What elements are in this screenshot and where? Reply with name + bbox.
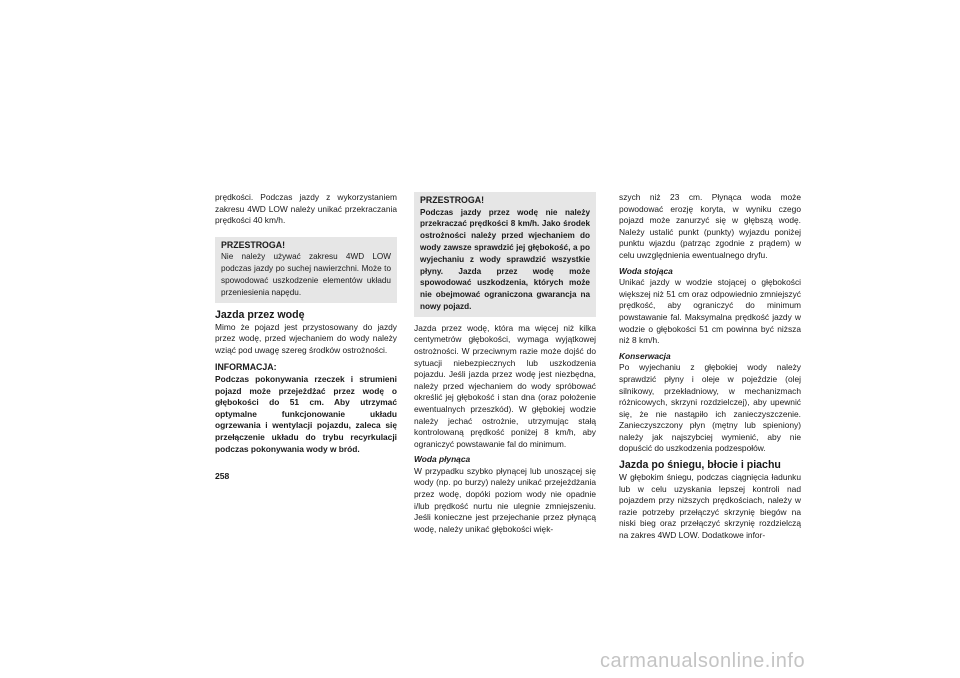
caution-title: PRZESTROGA!: [221, 239, 286, 250]
subheading-flowing-water: Woda płynąca: [414, 454, 471, 465]
column-middle: [414, 192, 596, 535]
column-right: [619, 192, 801, 542]
flowing-water-paragraph: W przypadku szybko płynącej lub unoszącej się wody (np. po burzy) należy unikać przejeżdżania przez wodę, dopóki poziom wody nie opadnie i/lub prędkość nurtu nie ulegnie zmniejszeniu. Jeśli konieczne jest przejechanie przez płynącą wodę, należy unikać głębokości więk-: [414, 465, 596, 534]
caution-box-speed: [414, 192, 596, 317]
subheading-standing-water: Woda stojąca: [619, 265, 673, 276]
info-title: INFORMACJA:: [215, 362, 277, 373]
snow-mud-sand-paragraph: W głębokim śniegu, podczas ciągnięcia ładunku lub w celu uzyskania lepszej kontroli nad pojazdem przy niższych prędkościach, należy w razie potrzeby przełączyć skrzynię biegów na niski bieg oraz przełączyć skrzynię rozdzielczą na zakres 4WD LOW. Dodatkowe infor-: [619, 472, 801, 541]
water-depth-paragraph: Jazda przez wodę, która ma więcej niż kilka centymetrów głębokości, wymaga wyjątkowej ostrożności. W przeciwnym razie może dojść do sytuacji niebezpiecznych lub uszkodzenia pojazdu. Jeśli jazda przez wodę jest niezbędna, należy przed wjechaniem do wody spróbować określić jej głębokość i stan dna (oraz położenie ewentualnych przeszkód). W głębokiej wodzie należy jechać ostrożnie, utrzymując stałą kontrolowaną prędkość poniżej 8 km/h, aby ograniczyć powstawanie fal do minimum.: [414, 322, 596, 449]
subheading-maintenance: Konserwacja: [619, 350, 671, 361]
section-heading-water: Jazda przez wodę: [215, 308, 305, 321]
info-text: Podczas pokonywania rzeczek i strumieni pojazd może przejeżdżać przez wodę o głębokości do 51 cm. Aby utrzymać optymalne funkcjonowanie układu ogrzewania i wentylacji pojazdu, zaleca się przełączenie układu do trybu recyrkulacji podczas pokonywania wody w bród.: [215, 373, 397, 454]
page-number: 258: [215, 471, 230, 481]
caution-text: Nie należy używać zakresu 4WD LOW podczas jazdy po suchej nawierzchni. Może to spowodować uszkodzenie elementów układu przeniesienia napędu.: [221, 252, 391, 297]
caution-title: PRZESTROGA!: [420, 195, 485, 205]
column-left: [215, 192, 397, 455]
caution-box: [215, 237, 397, 303]
flowing-water-continued: szych niż 23 cm. Płynąca woda może powodować erozję koryta, w wyniku czego pojazd może zanurzyć się w głębszą wodę. Należy ustalić punkt (punkty) wyjazdu poniżej punktu wjazdu (patrząc zgodnie z prądem) w celu uwzględnienia ewentualnego dryfu.: [619, 192, 801, 260]
maintenance-paragraph: Po wyjechaniu z głębokiej wody należy sprawdzić płyny i oleje w pojeździe (olej silnikowy, przekładniowy, w mechanizmach różnicowych, skrzyni rozdzielczej), aby upewnić się, że nie nastąpiło ich zanieczyszczenie. Zanieczyszczony płyn (mętny lub spieniony) należy jak najszybciej wymienić, aby nie dopuścić do uszkodzenia podzespołów.: [619, 362, 801, 454]
caution-text: Podczas jazdy przez wodę nie należy przekraczać prędkości 8 km/h. Jako środek ostrożności należy przed wjechaniem do wody zawsze sprawdzić jej głębokość, a po wyjechaniu z wody sprawdzić wszystkie płyny. Jazda przez wodę może spowodować uszkodzenia, których może nie obejmować ograniczona gwarancja na nowy pojazd.: [420, 207, 590, 311]
watermark: carmanualsonline.info: [600, 650, 806, 672]
intro-paragraph: prędkości. Podczas jazdy z wykorzystaniem zakresu 4WD LOW należy unikać przekraczania prędkości 40 km/h.: [215, 192, 397, 226]
standing-water-paragraph: Unikać jazdy w wodzie stojącej o głębokości większej niż 51 cm oraz odpowiednio zmniejszyć prędkość, aby ograniczyć do minimum powstawanie fal. Maksymalna prędkość jazdy w wodzie o głębokości 51 cm powinna być niższa niż 8 km/h.: [619, 277, 801, 346]
water-intro-paragraph: Mimo że pojazd jest przystosowany do jazdy przez wodę, przed wjechaniem do wody należy wziąć pod uwagę szereg środków ostrożności.: [215, 321, 397, 355]
section-heading-snow-mud-sand: Jazda po śniegu, błocie i piachu: [619, 459, 781, 472]
